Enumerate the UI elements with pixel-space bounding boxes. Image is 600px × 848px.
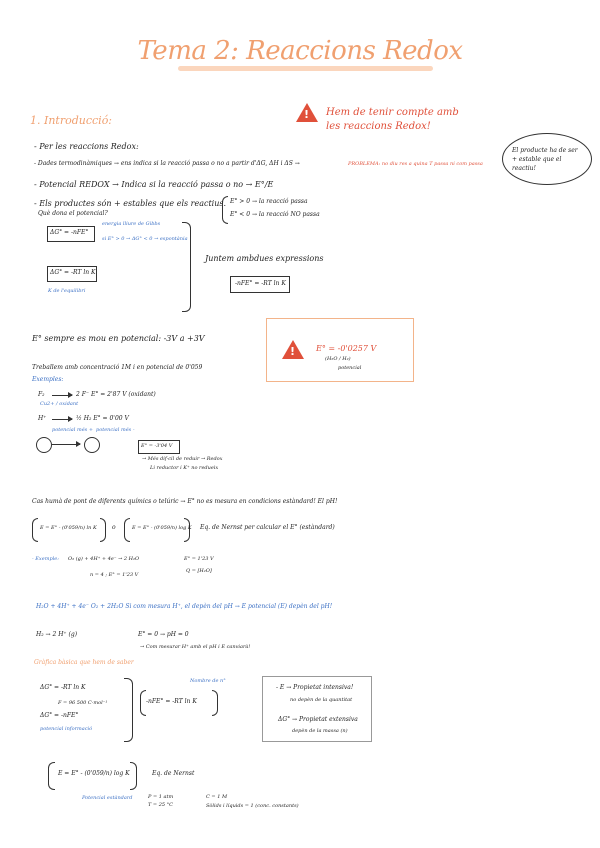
warn2-sub: (H₂O / H₂) <box>325 356 351 362</box>
warn2-eq: E° = -0'0257 V <box>316 344 377 353</box>
e-range: E° sempre es mou en potencial: -3V a +3V <box>32 334 205 343</box>
ex3-box-text: E° = -3'04 V <box>141 443 173 449</box>
nernst1-bracket-l <box>32 518 38 542</box>
graph-note-2: no depèn de la quantitat <box>290 697 353 703</box>
ex1-note: Cu2+ / oxidant <box>40 401 79 407</box>
ex2-left: H⁺ <box>38 415 47 422</box>
junt-label: Juntem ambdues expressions <box>205 254 324 263</box>
final-eq: E = E° - (0'059/n) log K <box>58 770 130 777</box>
final-note-2: P = 1 atm <box>148 794 174 800</box>
graph-eq-a: ΔG° = -RT ln K <box>40 684 86 691</box>
eq-dg: ΔG° = -nFE° <box>50 229 89 236</box>
oval-note: El producte ha de ser + estable que el reactiu! <box>512 147 578 172</box>
final-bracket-l <box>48 762 55 790</box>
final-bracket-r <box>130 762 137 790</box>
warning-icon-2: ! <box>282 340 304 359</box>
nernst1-bracket-r <box>100 518 106 542</box>
ex2-arrow <box>52 419 72 420</box>
exemple-intro: Treballem amb concentració 1M i en potencial de 0'059 <box>32 364 203 371</box>
line-productes: - Els productes són + estables que els reactius. <box>34 199 227 208</box>
ex3-line-1: → Més dif·cil de reduir → Redox <box>142 456 223 462</box>
final-label: Eq. de Nernst <box>152 770 195 777</box>
nernst2-bracket-l <box>124 518 130 542</box>
line-reaccions: - Per les reaccions Redox: <box>34 142 139 151</box>
page-title: Tema 2: Reaccions Redox <box>137 36 463 66</box>
condition-no-pass: E° < 0 → la reacció NO passa <box>230 211 320 218</box>
ex1-left: F₂ <box>38 391 45 398</box>
eq-combined: -nFE° = -RT ln K <box>235 280 286 287</box>
h2-note: → Com mesurar H⁺ amb el pH i E canviarà! <box>140 644 251 650</box>
eq-dg-note-2: si E° > 0 → ΔG° < 0 → espontània <box>102 236 188 242</box>
nernst-eq-1: E = E° - (0'059/n) ln K <box>40 525 97 531</box>
title-underline <box>178 66 433 71</box>
ex1-right: 2 F⁻ E° = 2'87 V (oxidant) <box>76 391 156 398</box>
example2-b: n = 4 ; E° = 1'23 V <box>90 572 139 578</box>
ex1-arrow <box>52 395 72 396</box>
nernst-intro: Cas humà de pont de diferents químics o telúric → E° no es mesura en condicions estàndard! El pH! <box>32 498 338 505</box>
graph-eq-c: F = 96 500 C·mol⁻¹ <box>58 700 108 706</box>
cond-bracket <box>222 196 228 224</box>
warn2-label: potencial <box>338 365 362 371</box>
example2-c: E° = 1'23 V <box>184 556 214 562</box>
eq-dg-note-1: energia lliure de Gibbs <box>102 221 161 227</box>
ex3-line-2: Li reductor i K⁺ no redueix <box>150 465 219 471</box>
warning-note: Hem de tenir compte amb les reaccions Redox! <box>326 107 459 132</box>
ex3-circle-left <box>36 437 52 453</box>
h2-line: H₂ → 2 H⁺ (g) <box>36 631 78 638</box>
final-note-5: Sòlids i líquids = 1 (conc. constants) <box>206 803 299 809</box>
graph-eq-e-bracket-r <box>212 690 218 716</box>
final-note-4: C = 1 M <box>206 794 228 800</box>
ex3-circle-right <box>84 437 100 453</box>
expr-bracket <box>182 222 191 312</box>
nernst-or: o <box>112 524 116 531</box>
ex3-note-2: potencial més - <box>96 427 135 433</box>
graph-note-3: ΔG° → Propietat extensiva <box>278 716 358 723</box>
condition-pass: E° > 0 → la reacció passa <box>230 198 308 205</box>
ex3-arrow <box>52 444 80 445</box>
graph-eq-e: -nFE° = -RT ln K <box>146 698 197 705</box>
graph-note-4: depèn de la massa (n) <box>292 728 348 734</box>
eq-dg2-note: K de l'equilibri <box>48 288 86 294</box>
final-note-3: T = 25 °C <box>148 802 173 808</box>
section-intro-heading: 1. Introducció: <box>30 114 113 127</box>
line-potencial-redox: - Potencial REDOX → Indica si la reacció passa o no → E°/E <box>34 180 274 189</box>
nernst-label: Eq. de Nernst per calcular el E° (estàndard) <box>200 524 335 531</box>
h2-right: E° = 0 → pH = 0 <box>138 631 189 638</box>
graphs-title: Gràfica bàsica que hem de saber <box>34 659 134 666</box>
warning-icon: ! <box>296 103 318 122</box>
graph-eq-d: potencial informació <box>40 726 93 732</box>
example2-d: Q = [H₂O] <box>186 568 212 574</box>
h2o-line: H₂O + 4H⁺ + 4e⁻ O₂ + 2H₂O Si com mesura H⁺, el depèn del pH → E potencial (E) depèn del pH! <box>36 603 333 610</box>
example2-a: O₂ (g) + 4H⁺ + 4e⁻ → 2 H₂O <box>68 556 140 562</box>
exemples-label: Exemples: <box>32 376 64 383</box>
nernst-eq-2: E = E° - (0'059/n) log K <box>132 525 192 531</box>
line-potencial-question: Què dona el potencial? <box>38 210 108 217</box>
eq-dg2: ΔG° = -RT ln K <box>50 269 96 276</box>
final-note-1: Potencial estàndard <box>82 795 133 801</box>
graph-eq-b: ΔG° = -nFE° <box>40 712 79 719</box>
ex3-note-1: potencial més + <box>52 427 94 433</box>
line-termodinamiques: - Dades termodinàmiques → ens indica si la reacció passa o no a partir d'ΔG, ΔH i ΔS → <box>34 160 300 167</box>
graph-bracket <box>124 678 133 742</box>
example2-label: - Exemple: <box>32 556 59 562</box>
graph-note-1: - E → Propietat intensiva! <box>276 684 354 691</box>
line-problema: PROBLEMA: no diu res a quina T passa ni com passa <box>348 161 483 167</box>
ex2-right: ½ H₂ E° = 0'00 V <box>76 415 129 422</box>
graph-eq-f: Nombre de n° <box>190 678 226 684</box>
